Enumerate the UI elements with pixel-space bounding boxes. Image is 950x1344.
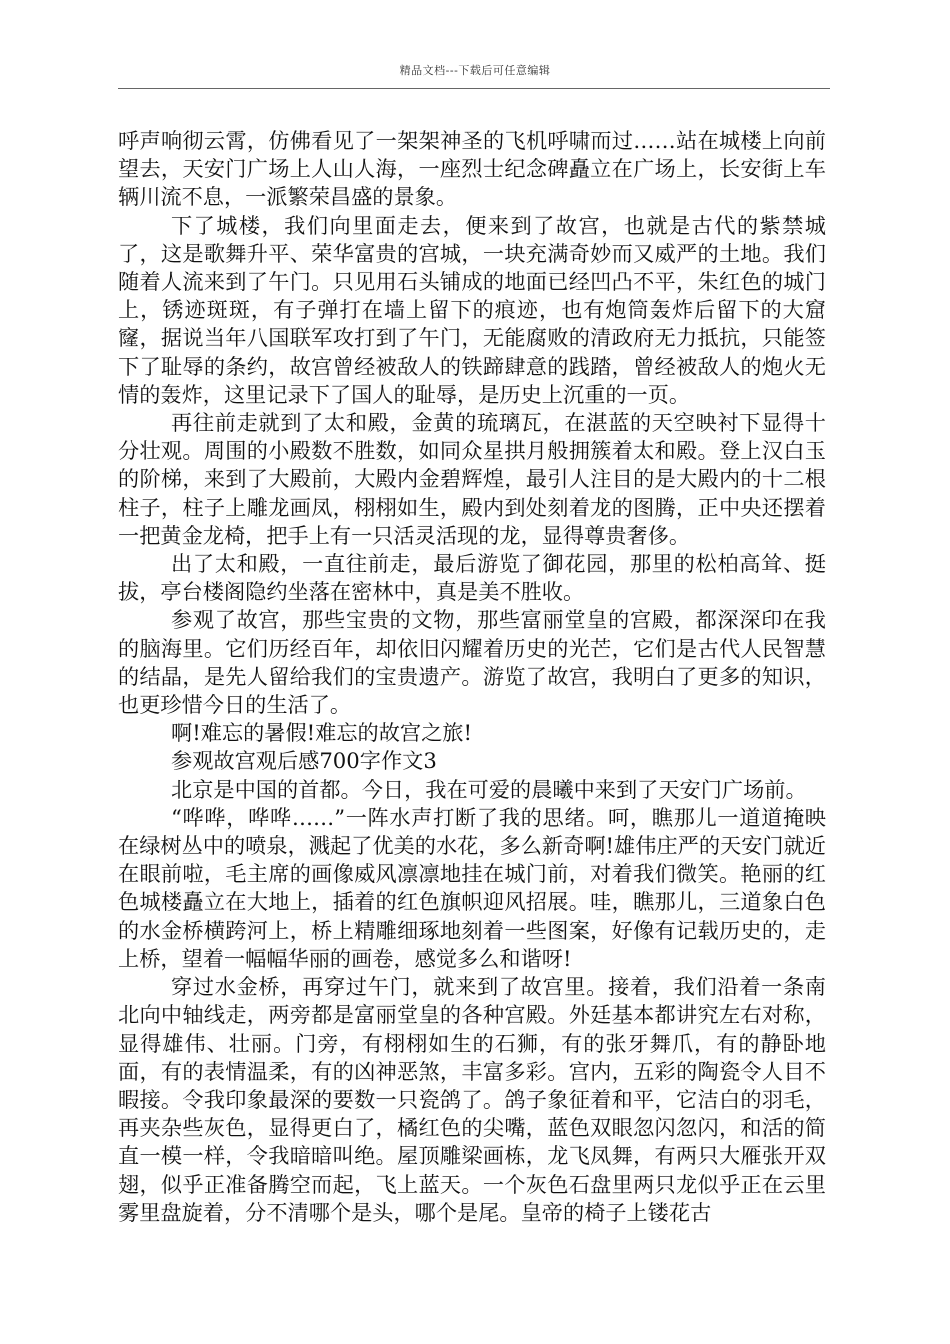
page-header: 精品文档---下载后可任意编辑 xyxy=(399,64,551,77)
section-heading: 参观故宫观后感700字作文3 xyxy=(171,748,437,774)
header-divider xyxy=(118,88,830,89)
paragraph-3: 再往前走就到了太和殿，金黄的琉璃瓦，在湛蓝的天空映衬下显得十分壮观。周围的小殿数不胜数，如同众星拱月般拥簇着太和殿。登上汉白玉的阶梯，来到了大殿前，大殿内金碧辉煌，最引人注目的是大殿内的十二根柱子，柱子上雕龙画凤，栩栩如生，殿内到处刻着龙的图腾，正中央还摆着一把黄金龙椅，把手上有一只活灵活现的龙，显得尊贵奢侈。 xyxy=(118,410,826,548)
paragraph-9: 穿过水金桥，再穿过午门，就来到了故宫里。接着，我们沿着一条南北向中轴线走，两旁都是富丽堂皇的各种宫殿。外廷基本都讲究左右对称，显得雄伟、壮丽。门旁，有栩栩如生的石狮，有的张牙舞爪，有的静卧地面，有的表情温柔，有的凶神恶煞，丰富多彩。宫内，五彩的陶瓷令人目不暇接。令我印象最深的要数一只瓷鸽了。鸽子象征着和平，它洁白的羽毛，再夹杂些灰色，显得更白了，橘红色的尖嘴，蓝色双眼忽闪忽闪，和活的简直一模一样，令我暗暗叫绝。屋顶雕梁画栋，龙飞凤舞，有两只大雁张开双翅，似乎正准备腾空而起，飞上蓝天。一个灰色石盘里两只龙似乎正在云里雾里盘旋着，分不清哪个是头，哪个是尾。皇帝的椅子上镂花古 xyxy=(118,974,826,1225)
paragraph-7: 北京是中国的首都。今日，我在可爱的晨曦中来到了天安门广场前。 xyxy=(171,776,807,802)
paragraph-8: “哗哗，哗哗……”一阵水声打断了我的思绪。呵，瞧那儿一道道掩映在绿树丛中的喷泉，溅起了优美的水花，多么新奇啊!雄伟庄严的天安门就近在眼前啦，毛主席的画像威风凛凛地挂在城门前，对着我们微笑。艳丽的红色城楼矗立在大地上，插着的红色旗帜迎风招展。哇，瞧那儿，三道象白色的水金桥横跨河上，桥上精雕细琢地刻着一些图案，好像有记载历史的，走上桥，望着一幅幅华丽的画卷，感觉多么和谐呀! xyxy=(118,804,826,971)
paragraph-6: 啊!难忘的暑假!难忘的故宫之旅! xyxy=(171,720,472,746)
paragraph-2: 下了城楼，我们向里面走去，便来到了故宫，也就是古代的紫禁城了，这是歌舞升平、荣华富贵的宫城，一块充满奇妙而又威严的土地。我们随着人流来到了午门。只见用石头铺成的地面已经凹凸不平，朱红色的城门上，锈迹斑斑，有子弹打在墙上留下的痕迹，也有炮筒轰炸后留下的大窟窿，据说当年八国联军攻打到了午门，无能腐败的清政府无力抵抗，只能签下了耻辱的条约，故宫曾经被敌人的铁蹄肆意的践踏，曾经被敌人的炮火无情的轰炸，这里记录下了国人的耻辱，是历史上沉重的一页。 xyxy=(118,212,826,407)
document-body xyxy=(118,127,826,1227)
paragraph-1: 呼声响彻云霄，仿佛看见了一架架神圣的飞机呼啸而过……站在城楼上向前望去，天安门广场上人山人海，一座烈士纪念碑矗立在广场上，长安街上车辆川流不息，一派繁荣昌盛的景象。 xyxy=(118,128,826,210)
paragraph-5: 参观了故宫，那些宝贵的文物，那些富丽堂皇的宫殿，都深深印在我的脑海里。它们历经百年，却依旧闪耀着历史的光芒，它们是古代人民智慧的结晶，是先人留给我们的宝贵遗产。游览了故宫，我明白了更多的知识，也更珍惜今日的生活了。 xyxy=(118,607,826,718)
paragraph-4: 出了太和殿，一直往前走，最后游览了御花园，那里的松柏高耸、挺拔，亭台楼阁隐约坐落在密林中，真是美不胜收。 xyxy=(118,551,826,605)
